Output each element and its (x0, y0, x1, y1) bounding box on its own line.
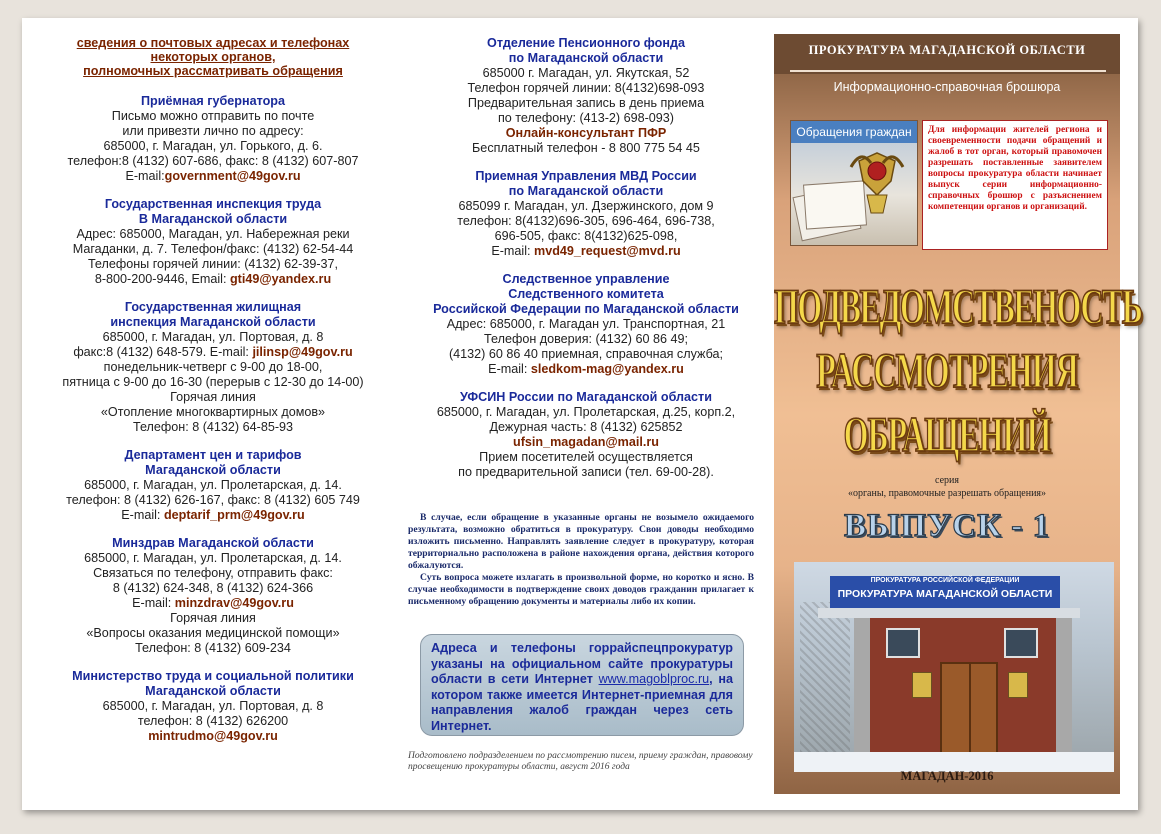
contact-text: 8 (4132) 624-348, 8 (4132) 624-366 (112, 581, 314, 595)
building-sign (830, 576, 1060, 608)
contact-text: по телефону: (413-2) 698-093) (497, 111, 674, 125)
contact-text: 8-800-200-9446, Email: (94, 272, 230, 286)
contact-line (406, 66, 766, 81)
contact-text: факс:8 (4132) 648-579. E-mail: (73, 345, 253, 359)
contact-text: E-mail: (491, 244, 534, 258)
series-announcement: Для информации жителей региона и своевременности подачи обращений и жалоб в тот орган, который правомочен разрешать поставленные заявителем вопросы прокуратура области начинает выпуск серии информационно-справочных брошюр с разъяснением компетенции органов и организаций. (922, 120, 1108, 250)
contact-text: «Отопление многоквартирных домов» (100, 405, 326, 419)
contact-email[interactable]: minzdrav@49gov.ru (174, 596, 294, 610)
entrance-canopy (818, 608, 1080, 618)
window (886, 628, 920, 658)
contact-block-title: Следственного комитета (508, 287, 664, 301)
series-label: серия (935, 475, 959, 486)
contact-line (22, 641, 404, 656)
contact-text: Телефон горячей линии: 8(4132)698-093 (467, 81, 705, 95)
pillar (1056, 618, 1072, 768)
contact-block (406, 36, 766, 156)
contact-block (22, 669, 404, 744)
contact-text: 685000, г. Магадан, ул. Портовая, д. 8 (102, 699, 324, 713)
contact-text: понедельник-четверг с 9-00 до 18-00, (103, 360, 323, 374)
door-plate (1008, 672, 1028, 698)
contact-line (22, 109, 404, 124)
contact-text: 696-505, факс: 8(4132)625-098, (494, 229, 678, 243)
contact-block-title: по Магаданской области (508, 184, 664, 198)
contact-line (406, 111, 766, 126)
contact-block (406, 390, 766, 480)
contact-line (22, 242, 404, 257)
contact-text: E-mail: (125, 169, 165, 183)
prepared-by-footnote: Подготовлено подразделением по рассмотрению писем, приему граждан, правовому просвещению прокуратуры области, август 2016 года (408, 751, 753, 772)
cover-header: ПРОКУРАТУРА МАГАДАНСКОЙ ОБЛАСТИ (774, 34, 1120, 74)
contact-line (406, 214, 766, 229)
contact-line (406, 332, 766, 347)
contact-block-title: Приёмная губернатора (141, 94, 285, 108)
contact-line (22, 169, 404, 184)
contact-email[interactable]: gti49@yandex.ru (229, 272, 332, 286)
contact-email[interactable]: mintrudmo@49gov.ru (148, 729, 278, 743)
contact-text: 685000, г. Магадан, ул. Пролетарская, д.25, корп.2, (436, 405, 736, 419)
contact-line (22, 566, 404, 581)
contact-line (22, 478, 404, 493)
contact-text: Телефон доверия: (4132) 60 86 49; (484, 332, 688, 346)
contact-line (406, 229, 766, 244)
contact-line (22, 272, 404, 287)
contact-block-title: Российской Федерации по Магаданской области (433, 302, 739, 316)
building-sign-big: ПРОКУРАТУРА МАГАДАНСКОЙ ОБЛАСТИ (837, 588, 1053, 600)
cover-subtitle: Информационно-справочная брошюра (833, 80, 1061, 94)
contact-text: 685000, г. Магадан, ул. Пролетарская, д. 14. (84, 551, 342, 565)
contact-email[interactable]: ufsin_magadan@mail.ru (513, 435, 659, 449)
contact-text: телефон: 8 (4132) 626200 (137, 714, 289, 728)
cover-panel (774, 34, 1142, 794)
contact-text: 685000, г. Магадан, ул. Пролетарская, д. 14. (84, 478, 342, 492)
contact-block (22, 448, 404, 523)
contact-text: телефон: 8(4132)696-305, 696-464, 696-738, (457, 214, 715, 228)
contact-block-title: Минздрав Магаданской области (112, 536, 314, 550)
cover-title-line-3: ОБРАЩЕНИЙ (843, 405, 1051, 462)
contact-line (406, 347, 766, 362)
contact-email[interactable]: mvd49_request@mvd.ru (534, 244, 681, 258)
contact-line (22, 596, 404, 611)
contact-line (406, 420, 766, 435)
contact-line (22, 493, 404, 508)
contact-line (22, 714, 404, 729)
contact-text: Телефоны горячей линии: (4132) 62-39-37, (87, 257, 339, 271)
contact-block (22, 197, 404, 287)
issue-number: ВЫПУСК - 1 (843, 508, 1051, 544)
contact-line (406, 244, 766, 259)
contact-block-title: Магаданской области (145, 684, 281, 698)
contact-text: 685099 г. Магадан, ул. Дзержинского, дом 9 (458, 199, 714, 213)
eagle-emblem-icon (791, 143, 917, 245)
contact-text: телефон:8 (4132) 607-686, факс: 8 (4132) 607-807 (67, 154, 359, 168)
contact-block-title: Следственное управление (502, 272, 670, 286)
contact-block (406, 272, 766, 377)
emblem-label: Обращения граждан (791, 121, 917, 143)
contact-block (22, 300, 404, 435)
contact-block (22, 536, 404, 656)
contact-line (406, 362, 766, 377)
contact-line (22, 257, 404, 272)
website-link[interactable]: www.magoblproc.ru (598, 672, 710, 686)
contact-line (22, 551, 404, 566)
contact-line (22, 405, 404, 420)
cover-divider (790, 70, 1106, 72)
contact-text: 685000, г. Магадан, ул. Портовая, д. 8 (102, 330, 324, 344)
contact-line (406, 317, 766, 332)
contact-text: E-mail: (488, 362, 531, 376)
contact-text: Дежурная часть: 8 (4132) 625852 (489, 420, 683, 434)
intro-line: полномочных рассматривать обращения (83, 64, 343, 78)
website-info-box (420, 634, 744, 736)
contact-text: Предварительная запись в день приема (467, 96, 705, 110)
contact-line (22, 330, 404, 345)
series-name: «органы, правомочные разрешать обращения» (847, 488, 1047, 499)
contact-text: Бесплатный телефон - 8 800 775 54 45 (472, 141, 700, 155)
contact-email[interactable]: Онлайн-консультант ПФР (505, 126, 667, 140)
contact-line (406, 126, 766, 141)
pillar (854, 618, 870, 768)
window (1004, 628, 1038, 658)
contact-line (406, 96, 766, 111)
cover-title-line-2: РАССМОТРЕНИЯ (816, 341, 1078, 398)
contact-block-title: Государственная инспекция труда (104, 197, 322, 211)
contact-block-title: Государственная жилищная (124, 300, 302, 314)
linkbox-text-before: Адреса и телефоны горрайспецпрокуратур указаны на официальном сайте прокуратуры области в сети Интернет (431, 641, 733, 686)
contact-text: «Вопросы оказания медицинской помощи» (86, 626, 340, 640)
contact-text: 685000 г. Магадан, ул. Якутская, 52 (482, 66, 690, 80)
contact-text: Адрес: 685000, Магадан, ул. Набережная реки (76, 227, 350, 241)
tree-branches (800, 602, 850, 752)
contact-line (406, 465, 766, 480)
contact-line (22, 345, 404, 360)
contact-text: Телефон: 8 (4132) 609-234 (135, 641, 291, 655)
door-split (969, 664, 971, 766)
linkbox-text-after: , на котором также имеется Интернет-приемная для направления жалоб граждан через сеть Интернет. (431, 672, 733, 733)
contact-text: Телефон: 8 (4132) 64-85-93 (132, 420, 294, 434)
intro-heading (22, 36, 404, 78)
contact-text: Адрес: 685000, г. Магадан ул. Транспортная, 21 (446, 317, 726, 331)
brochure-sheet (22, 18, 1142, 810)
contact-line (22, 420, 404, 435)
contact-text: Магаданки, д. 7. Телефон/факс: (4132) 62-54-44 (72, 242, 354, 256)
contact-line (22, 360, 404, 375)
contact-line (406, 141, 766, 156)
contact-email[interactable]: sledkom-mag@yandex.ru (530, 362, 684, 376)
series-caption (774, 474, 1120, 500)
contact-line (22, 227, 404, 242)
intro-line: сведения о почтовых адресах и телефонах (76, 36, 350, 50)
contact-block-title: Отделение Пенсионного фонда (487, 36, 685, 50)
prosecutor-emblem-image (790, 120, 918, 246)
contact-line (406, 405, 766, 420)
contact-block-title: В Магаданской области (138, 212, 288, 226)
contact-email[interactable]: deptarif_prm@49gov.ru (163, 508, 305, 522)
contact-line (22, 154, 404, 169)
cover-title-line-1: ПОДВЕДОМСТВЕНОСТЬ (774, 277, 1142, 334)
contact-block (22, 94, 404, 184)
building-photo (794, 562, 1114, 772)
contact-text: Связаться по телефону, отправить факс: (93, 566, 333, 580)
contact-line (22, 611, 404, 626)
contact-line (406, 199, 766, 214)
middle-column (406, 36, 766, 493)
contact-text: Письмо можно отправить по почте (111, 109, 315, 123)
building-sign-small: ПРОКУРАТУРА РОССИЙСКОЙ ФЕДЕРАЦИИ (870, 577, 1020, 584)
note-paragraph-2: Суть вопроса можете излагать в произвольной форме, но коротко и ясно. В случае необходимости в подтверждение своих доводов гражданин прилагает к письменному обращению документы и материалы либо их копии. (408, 572, 754, 607)
contact-text: (4132) 60 86 40 приемная, справочная служба; (448, 347, 724, 361)
contact-text: телефон: 8 (4132) 626-167, факс: 8 (4132) 605 749 (66, 493, 360, 507)
contact-text: Горячая линия (170, 611, 256, 625)
contact-text: или привезти лично по адресу: (122, 124, 304, 138)
note-paragraph-1: В случае, если обращение в указанные органы не возымело ожидаемого результата, возможно обратиться в прокуратуру. Свои доводы необходимо изложить письменно. Направлять заявление следует в прокуратуру, которая территориально расположена в районе нахождения органа, действия которого обжалуются. (408, 512, 754, 571)
contact-text: 685000, г. Магадан, ул. Горького, д. 6. (103, 139, 323, 153)
contact-line (22, 508, 404, 523)
intro-line: некоторых органов, (150, 50, 276, 64)
contact-text: E-mail: (121, 508, 164, 522)
contact-line (22, 581, 404, 596)
contact-line (406, 81, 766, 96)
contact-block-title: Департамент цен и тарифов (124, 448, 302, 462)
contact-text: Прием посетителей осуществляется (479, 450, 693, 464)
contact-text: E-mail: (132, 596, 175, 610)
contact-line (22, 699, 404, 714)
city-year: МАГАДАН-2016 (900, 769, 994, 783)
contact-block-title: Магаданской области (145, 463, 281, 477)
contact-block-title: инспекция Магаданской области (110, 315, 316, 329)
contact-line (406, 435, 766, 450)
contact-block-title: Приемная Управления МВД России (475, 169, 697, 183)
contact-text: Горячая линия (170, 390, 256, 404)
appeal-note (408, 512, 754, 608)
contact-block-title: по Магаданской области (508, 51, 664, 65)
contact-line (22, 124, 404, 139)
contact-line (406, 450, 766, 465)
contact-block-title: Министерство труда и социальной политики (72, 669, 354, 683)
contact-text: пятница с 9-00 до 16-30 (перерыв с 12-30 до 14-00) (62, 375, 364, 389)
door-plate (912, 672, 932, 698)
contact-line (22, 390, 404, 405)
contact-text: по предварительной записи (тел. 69-00-28). (458, 465, 714, 479)
contact-email[interactable]: government@49gov.ru (164, 169, 301, 183)
contact-block-title: УФСИН России по Магаданской области (460, 390, 712, 404)
left-column (22, 36, 404, 757)
contact-line (22, 139, 404, 154)
contact-line (22, 729, 404, 744)
contact-block (406, 169, 766, 259)
contact-line (22, 375, 404, 390)
contact-line (22, 626, 404, 641)
contact-email[interactable]: jilinsp@49gov.ru (252, 345, 353, 359)
